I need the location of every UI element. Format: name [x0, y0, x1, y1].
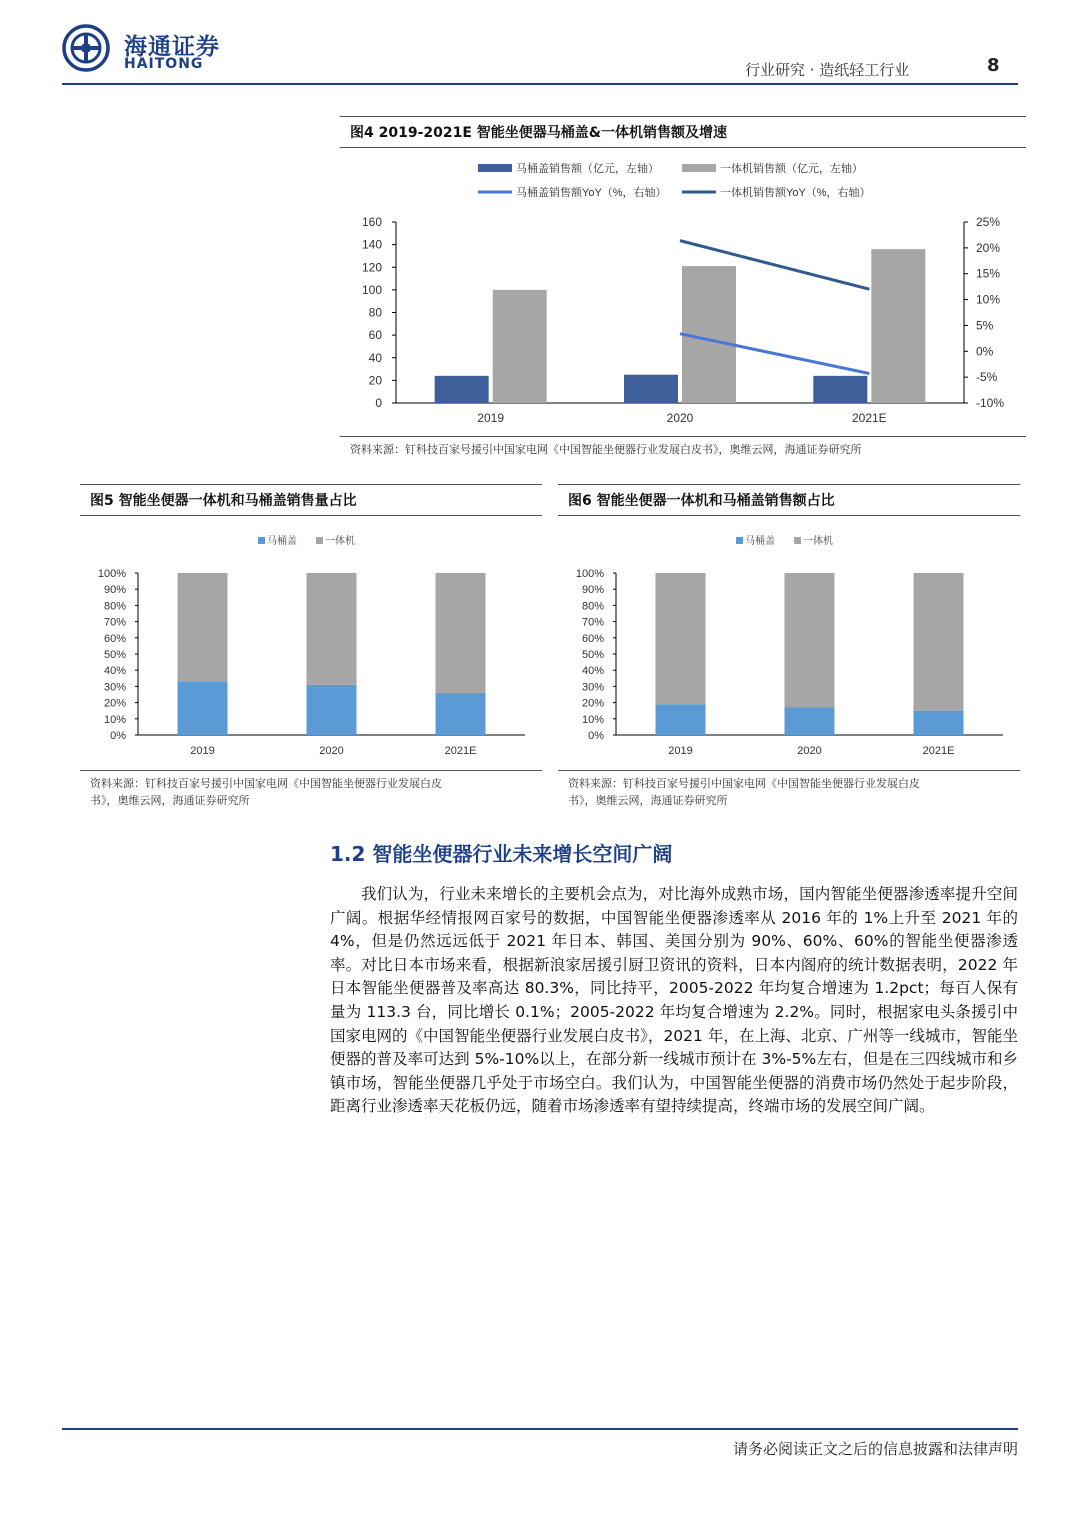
fig5-legend-swatch — [258, 537, 265, 544]
fig5-bar-lid — [436, 693, 486, 735]
fig4-left-tick-label: 160 — [361, 215, 382, 229]
fig4-legend-label: 一体机销售额YoY（%，右轴） — [720, 187, 871, 199]
fig5-title-rule — [80, 515, 542, 516]
fig5-y-tick-label: 0% — [110, 730, 126, 742]
fig5-y-tick-label: 70% — [103, 616, 126, 629]
fig4-legend-label: 马桶盖销售额YoY（%，右轴） — [516, 187, 667, 199]
fig6-y-tick-label: 0% — [588, 730, 604, 742]
fig6-top-rule — [558, 484, 1020, 485]
fig4-title-rule — [340, 147, 1026, 148]
fig4-right-tick-label: 15% — [976, 266, 1001, 281]
header-divider — [62, 83, 1018, 85]
fig6-source-line1: 资料来源：钉科技百家号援引中国家电网《中国智能坐便器行业发展白皮 — [568, 777, 920, 790]
fig6-legend-swatch — [794, 537, 801, 544]
fig6-bar-integrated — [656, 573, 706, 704]
fig4-bar-lid — [624, 375, 678, 403]
fig4-legend-label: 一体机销售额（亿元，左轴） — [720, 163, 863, 175]
fig4-left-tick-label: 140 — [361, 237, 382, 252]
fig5-legend-swatch — [316, 537, 323, 544]
fig5-bar-lid — [307, 685, 357, 735]
fig5-bottom-rule — [80, 770, 542, 771]
fig4-left-tick-label: 20 — [368, 373, 382, 388]
fig6-y-tick-label: 100% — [575, 568, 604, 580]
fig6-y-tick-label: 60% — [581, 632, 604, 645]
header-subtitle: 行业研究 · 造纸轻工行业 — [745, 61, 910, 79]
fig6-legend-label: 马桶盖 — [745, 536, 775, 547]
fig4-right-tick-label: 10% — [976, 292, 1001, 307]
fig6-bar-lid — [785, 707, 835, 735]
fig6-y-tick-label: 40% — [581, 665, 604, 678]
fig5-x-tick-label: 2019 — [190, 745, 215, 757]
fig5-y-tick-label: 30% — [103, 681, 126, 694]
fig4-bar-lid — [435, 376, 489, 403]
fig5-chart — [80, 522, 542, 768]
fig6-bar-lid — [914, 711, 964, 735]
fig4-left-tick-label: 120 — [361, 260, 382, 275]
fig6-bar-integrated — [785, 573, 835, 707]
fig6-legend-label: 一体机 — [803, 536, 833, 547]
fig6-source — [568, 775, 920, 809]
fig4-bottom-rule — [340, 436, 1026, 437]
fig4-left-tick-label: 80 — [368, 305, 382, 320]
fig4-top-rule — [340, 116, 1026, 117]
fig5-bar-integrated — [307, 573, 357, 685]
fig5-y-tick-label: 10% — [103, 713, 126, 726]
fig5-source — [90, 775, 442, 809]
fig4-right-tick-label: 25% — [976, 215, 1001, 229]
fig4-left-tick-label: 0 — [375, 396, 382, 410]
fig4-right-tick-label: -5% — [976, 370, 998, 385]
fig5-top-rule — [80, 484, 542, 485]
section-title: 1.2 智能坐便器行业未来增长空间广阔 — [330, 842, 673, 866]
fig6-y-tick-label: 20% — [581, 697, 604, 710]
section-paragraph: 我们认为，行业未来增长的主要机会点为，对比海外成熟市场，国内智能坐便器渗透率提升空间广阔。根据华经情报网百家号的数据，中国智能坐便器渗透率从 2016 年的 1%上升至 2021 年的 4%，但是仍然远远低于 2021 年日本、韩国、美国分别为 90%、60%、60%的智能坐便器渗透率。对比日本市场来看，根据新浪家居援引厨卫资讯的资料，日本内阁府的统计数据表明，2022 年日本智能坐便器普及率高达 80.3%，同比持平，2005-2022 年均复合增速为 1.2pct；每百人保有量为 113.3 台，同比增长 0.1%；2005-2022 年均复合增速为 2.2%。同时，根据家电头条援引中国家电网的《中国智能坐便器行业发展白皮书》，2021 年，在上海、北京、广州等一线城市，智能坐便器的普及率可达到 5%-10%以上，在部分新一线城市预计在 3%-5%左右，但是在三四线城市和乡镇市场，智能坐便器几乎处于市场空白。我们认为，中国智能坐便器的消费市场仍然处于起步阶段，距离行业渗透率天花板仍远，随着市场渗透率有望持续提高，终端市场的发展空间广阔。 — [330, 885, 1018, 1116]
fig6-source-line2: 书》，奥维云网，海通证券研究所 — [568, 794, 728, 807]
fig5-x-tick-label: 2020 — [319, 745, 344, 757]
fig6-y-tick-label: 30% — [581, 681, 604, 694]
fig5-source-line1: 资料来源：钉科技百家号援引中国家电网《中国智能坐便器行业发展白皮 — [90, 777, 442, 790]
footer-divider — [62, 1428, 1018, 1430]
fig6-title-rule — [558, 515, 1020, 516]
fig6-y-tick-label: 10% — [581, 713, 604, 726]
fig5-legend-label: 一体机 — [325, 536, 355, 547]
fig4-left-tick-label: 60 — [368, 328, 382, 343]
fig5-x-tick-label: 2021E — [444, 745, 477, 757]
fig6-x-tick-label: 2020 — [797, 745, 822, 757]
fig5-y-tick-label: 80% — [103, 600, 126, 613]
page-number: 8 — [987, 55, 1000, 76]
fig4-left-tick-label: 100 — [361, 282, 382, 297]
fig6-y-tick-label: 80% — [581, 600, 604, 613]
logo-chinese-name: 海通证券 — [124, 33, 220, 60]
fig6-y-tick-label: 70% — [581, 616, 604, 629]
fig4-right-tick-label: -10% — [976, 396, 1005, 410]
fig4-chart — [340, 150, 1026, 434]
fig6-x-tick-label: 2021E — [922, 745, 955, 757]
fig5-bar-integrated — [178, 573, 228, 682]
fig4-right-tick-label: 20% — [976, 240, 1001, 255]
haitong-logo-icon — [62, 24, 110, 72]
fig5-y-tick-label: 90% — [103, 584, 126, 597]
fig5-title: 图5 智能坐便器一体机和马桶盖销售量占比 — [90, 493, 357, 509]
fig6-y-tick-label: 50% — [581, 649, 604, 661]
fig6-y-tick-label: 90% — [581, 584, 604, 597]
fig6-bar-integrated — [914, 573, 964, 711]
fig4-right-tick-label: 5% — [976, 318, 994, 333]
fig4-bar-integrated — [871, 249, 925, 403]
fig5-y-tick-label: 50% — [103, 649, 126, 661]
fig4-x-tick-label: 2020 — [666, 411, 694, 425]
fig5-y-tick-label: 20% — [103, 697, 126, 710]
logo-english-name: HAITONG — [124, 56, 204, 72]
fig5-y-tick-label: 60% — [103, 632, 126, 645]
fig4-x-tick-label: 2021E — [851, 411, 887, 425]
fig6-legend-swatch — [736, 537, 743, 544]
fig5-bar-integrated — [436, 573, 486, 693]
fig4-source: 资料来源：钉科技百家号援引中国家电网《中国智能坐便器行业发展白皮书》，奥维云网，海通证券研究所 — [350, 443, 862, 456]
fig6-title: 图6 智能坐便器一体机和马桶盖销售额占比 — [568, 493, 835, 509]
fig5-source-line2: 书》，奥维云网，海通证券研究所 — [90, 794, 250, 807]
fig4-bar-lid — [813, 376, 867, 403]
fig4-x-tick-label: 2019 — [477, 411, 505, 425]
fig5-bar-lid — [178, 682, 228, 735]
fig4-right-tick-label: 0% — [976, 344, 994, 359]
fig4-left-tick-label: 40 — [368, 350, 382, 365]
fig6-x-tick-label: 2019 — [668, 745, 693, 757]
fig4-legend-label: 马桶盖销售额（亿元，左轴） — [516, 163, 659, 175]
footer-disclaimer: 请务必阅读正文之后的信息披露和法律声明 — [732, 1440, 1018, 1458]
fig4-legend-swatch — [682, 164, 716, 172]
fig5-y-tick-label: 40% — [103, 665, 126, 678]
fig5-legend-label: 马桶盖 — [267, 536, 297, 547]
fig4-bar-integrated — [493, 290, 547, 403]
fig6-bar-lid — [656, 704, 706, 735]
fig6-bottom-rule — [558, 770, 1020, 771]
fig6-chart — [558, 522, 1020, 768]
fig5-y-tick-label: 100% — [97, 568, 126, 580]
fig4-title: 图4 2019-2021E 智能坐便器马桶盖&一体机销售额及增速 — [350, 125, 728, 141]
fig4-legend-swatch — [478, 164, 512, 172]
